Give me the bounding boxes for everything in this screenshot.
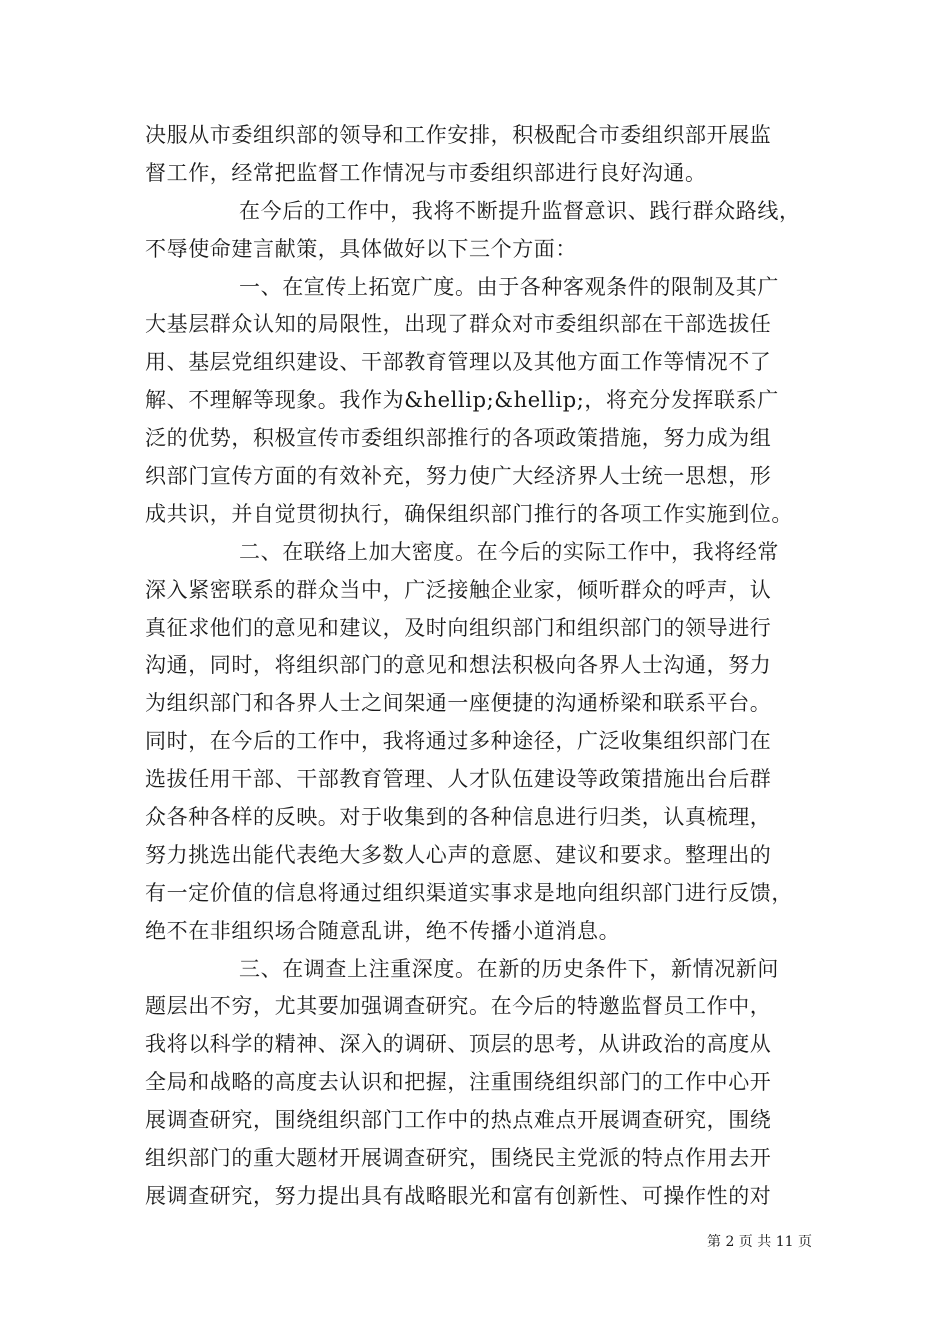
text-line: 绝不在非组织场合随意乱讲，绝不传播小道消息。 [145,918,621,943]
text-line: 不辱使命建言献策，具体做好以下三个方面： [145,236,577,261]
text-line: 众各种各样的反映。对于收集到的各种信息进行归类，认真梳理， [145,805,772,830]
paragraph-first-line: 二、在联络上加大密度。在今后的实际工作中，我将经常 [239,539,779,564]
text-line: 深入紧密联系的群众当中，广泛接触企业家，倾听群众的呼声，认 [145,577,772,602]
text-line: 展调查研究，努力提出具有战略眼光和富有创新性、可操作性的对 [145,1183,772,1208]
text-line: 沟通，同时，将组织部门的意见和想法积极向各界人士沟通，努力 [145,653,772,678]
text-line: 组织部门的重大题材开展调查研究，围绕民主党派的特点作用去开 [145,1146,772,1171]
text-line: 同时，在今后的工作中，我将通过多种途径，广泛收集组织部门在 [145,729,772,754]
text-line: 泛的优势，积极宣传市委组织部推行的各项政策措施，努力成为组 [145,426,772,451]
text-line: 决服从市委组织部的领导和工作安排，积极配合市委组织部开展监 [145,123,772,147]
body-text [145,117,825,1216]
text-line: 为组织部门和各界人士之间架通一座便捷的沟通桥梁和联系平台。 [145,691,772,716]
text-line: 努力挑选出能代表绝大多数人心声的意愿、建议和要求。整理出的 [145,842,772,867]
text-line: 展调查研究，围绕组织部门工作中的热点难点开展调查研究，围绕 [145,1108,772,1133]
text-line: 督工作，经常把监督工作情况与市委组织部进行良好沟通。 [145,160,707,185]
paragraph-first-line: 三、在调查上注重深度。在新的历史条件下，新情况新问 [239,956,779,981]
text-line: 真征求他们的意见和建议，及时向组织部门和组织部门的领导进行 [145,615,772,640]
page-number-footer: 第 2 页 共 11 页 [707,1234,812,1250]
text-line: 选拔任用干部、干部教育管理、人才队伍建设等政策措施出台后群 [145,767,772,792]
text-line: 大基层群众认知的局限性，出现了群众对市委组织部在干部选拔任 [145,312,772,337]
text-line: 题层出不穷，尤其要加强调查研究。在今后的特邀监督员工作中， [145,994,772,1019]
text-line: 织部门宣传方面的有效补充，努力使广大经济界人士统一思想，形 [145,464,772,489]
text-line: 全局和战略的高度去认识和把握，注重围绕组织部门的工作中心开 [145,1070,772,1095]
text-line: 成共识，并自觉贯彻执行，确保组织部门推行的各项工作实施到位。 [145,501,793,526]
text-line: 我将以科学的精神、深入的调研、顶层的思考，从讲政治的高度从 [145,1032,772,1057]
paragraph-first-line: 在今后的工作中，我将不断提升监督意识、践行群众路线， [239,198,801,223]
text-line: 有一定价值的信息将通过组织渠道实事求是地向组织部门进行反馈， [145,880,793,905]
paragraph-first-line: 一、在宣传上拓宽广度。由于各种客观条件的限制及其广 [239,274,779,299]
text-line: 解、不理解等现象。我作为&hellip;&hellip;，将充分发挥联系广 [145,388,779,413]
text-line: 用、基层党组织建设、干部教育管理以及其他方面工作等情况不了 [145,350,772,375]
